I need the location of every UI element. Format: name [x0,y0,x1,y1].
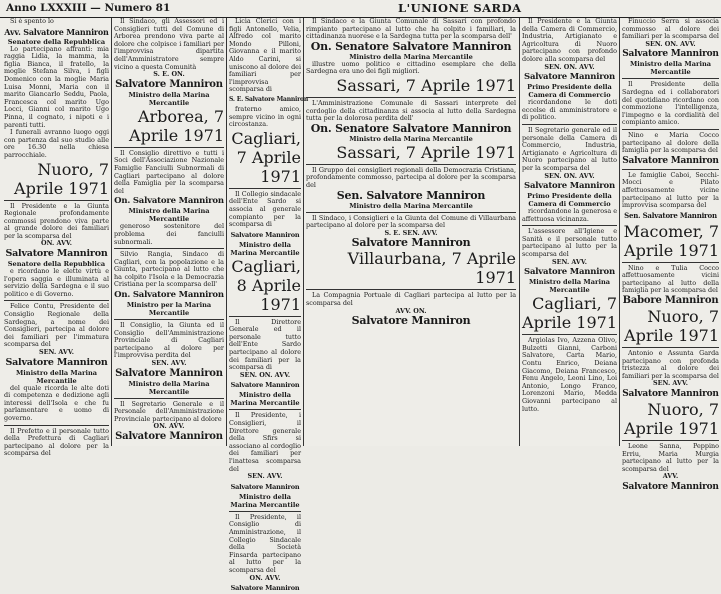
deceased-name: Salvatore Manniron [622,155,719,166]
place-date: Cagliari, 8 Aprile 1971 [231,256,301,314]
notice-divider [229,316,301,317]
deceased-name: Salvatore Manniron [230,584,300,593]
column-3 [229,17,309,593]
notice-text: Licia Clerici con i figli Antonello, Velia, Alfredo col marito Mondo Pilloni, Giovanna e il marito Aldo Carini, si uniscono al dolore dei familiari per l'improvvisa scomparsa di [229,17,301,94]
notice-divider [4,425,109,426]
deceased-title: Senatore della Repubblica [7,37,106,46]
place-date: Nuoro, 7 Aprile 1971 [14,159,109,198]
notice-text: e ricordano le elette virtù e l'opera saggia e illuminata al servizio della Sardegna e il suo politico e di Governo. [4,267,109,298]
notice-divider [306,164,516,165]
honorific: S. E. ON. [153,70,185,79]
notice-divider [622,440,719,441]
notice-text: illustre uomo politico e cittadino esemplare che della Sardegna era uno dei figli migliori. [306,59,516,76]
notice-text: Finuccio Serra si associa commosso al dolore dei familiari per la scomparsa del [622,17,719,41]
notice-text: ricordandone la generosa e affettuosa vicinanza. [522,207,617,223]
notice-text: Il Sindaco e la Giunta Comunale di Sassari con profondo rimpianto partecipano al lutto che ha colpito i familiari, la cittadinanza nuorese e la Sardegna tutta per la scomparsa dell' [306,17,516,41]
notice-text: Il Prefetto e il personale tutto della Prefettura di Cagliari partecipano al dolore per la scomparsa del [4,426,109,458]
notice-divider [229,188,301,189]
deceased-name: Salvatore Manniron [524,181,615,192]
deceased-title: Ministro della Marina Mercantile [230,240,300,257]
deceased-name: Avv. Salvatore Manniron [4,26,109,37]
deceased-name: Babore Manniron [622,295,719,307]
honorific: SEN. AVV. [151,359,187,368]
notice-divider [114,248,224,249]
notice-text: Il Consiglio direttivo e tutti i Soci dell'Associazione Nazionale Famiglie Fanciulli Subnormali di Cagliari partecipano al dolore della Famiglia per la scomparsa del [114,148,224,195]
deceased-title: Ministro della Marina Mercantile [528,278,611,295]
notice-divider [622,78,719,79]
deceased-title: Ministro della Marina Mercantile [15,368,98,385]
notice-text: Il Gruppo dei consiglieri regionali della Democrazia Cristiana, profondamente commosso, partecipa al dolore per la scomparsa del [306,165,516,189]
notice-text: L'Amministrazione Comunale di Sassari interprete del cordoglio della cittadinanza si associa al lutto della Sardegna tutta per la dolorosa perdita dell' [306,98,516,123]
place-date: Cagliari, 7 Aprile 1971 [522,294,617,333]
notice-divider [622,129,719,130]
honorific: AVV. [662,472,679,481]
deceased-name: On. Salvatore Manniron [114,290,224,301]
deceased-name: On. Salvatore Manniron [114,196,224,207]
deceased-title: Senatore della Repubblica [7,260,106,269]
place-date: Cagliari, 7 Aprile 1971 [231,128,301,186]
honorific: SEN. ON. AVV. [239,370,291,379]
notice-text: L'assessore all'Igiene e Sanità e il personale tutto partecipano al lutto per la scomparsa del [522,227,617,259]
deceased-name: Salvatore Manniron [230,482,300,491]
column-1 [4,17,109,458]
notice-text: fraterno amico, sempre vicino in ogni circostanza. [229,104,301,129]
deceased-title: Ministro della Marina Mercantile [230,391,300,408]
honorific: SEN. AVV. [552,257,587,266]
honorific: SEN. AVV. [653,379,688,388]
notice-text: Il Presidente e la Giunta Regionale profondamente commossi prendono viva parte al grande dolore dei familiari per la scomparsa del [4,201,109,240]
honorific: SEN. AVV. [39,348,74,356]
issue-number: Anno LXXXIII — Numero 81 [6,2,171,14]
notice-text: Il Direttore Generale ed il personale tutto dell'Ente Sardo partecipano al dolore dei familiari per la scomparsa di [229,317,301,372]
notice-text: Il Collegio sindacale dell'Ente Sardo si associa al generale compianto per la scomparsa di [229,189,301,229]
notice-text: Il Sindaco, gli Assessori ed i Consiglieri tutti del Comune di Arborea prendono viva parte al dolore che colpisce i familiari per l'improvvisa dipartita dell'Amministratore sempre vicino a questa Comunità [114,17,224,71]
deceased-name: Sen. Salvatore Manniron [336,188,486,202]
deceased-name: Sen. Salvatore Manniron [624,210,717,220]
notice-divider [114,398,224,399]
deceased-name: On. Senatore Salvatore Manniron [310,39,512,53]
deceased-name: Salvatore Manniron [230,230,300,239]
place-date: Villaurbana, 7 Aprile 1971 [347,249,516,288]
honorific: SEN. ON. AVV. [645,39,696,48]
notice-text: Il Presidente e la Giunta della Camera di Commercio, Industria, Artigianato e Agricoltura di Nuoro partecipano con profondo dolore alla scomparsa del [522,17,617,63]
columns [0,17,721,593]
deceased-title: Primo Presidente della Camera di Commercio [527,83,612,100]
notice-text: generoso sostenitore del problema dei fanciulli subnormali. [114,222,224,246]
place-date: Nuoro, 7 Aprile 1971 [624,400,719,439]
deceased-title: Ministro della Marina Mercantile [349,134,473,143]
deceased-name: Salvatore Manniron [622,389,719,400]
notice-text: Leone Sanna, Peppino Erriu, Maria Murgia partecipano al lutto per la scomparsa del [622,442,719,473]
notice-text: La Compagnia Portuale di Cagliari partecipa al lutto per la scomparsa del [306,291,516,307]
notice-text: Il Segretario Generale e il Personale dell'Amministrazione Provinciale partecipano al dolore [114,399,224,423]
deceased-name: Salvatore Manniron [230,381,300,390]
honorific: SEN. AVV. [247,472,283,481]
place-date: Sassari, 7 Aprile 1971 [336,142,516,162]
deceased-title: Primo Presidente della Camera di Commercio [527,192,612,209]
notice-divider [522,225,617,226]
notice-divider [306,212,516,213]
notice-divider [4,300,109,301]
newspaper-title: L'UNIONE SARDA [398,1,522,15]
deceased-name: Salvatore Manniron [622,482,719,492]
honorific: ON. AVV. [41,239,72,248]
notice-divider [306,289,516,290]
notice-divider [4,200,109,201]
deceased-name: Salvatore Manniron [115,431,223,442]
deceased-title: Ministro per la Marina Mercantile [126,301,212,318]
column-2 [114,18,224,446]
notice-text: Antonio e Assunta Garda partecipano con profonda tristezza al dolore dei familiari per la scomparsa del [622,349,719,380]
notice-divider [522,334,617,335]
honorific: SEN. ON. AVV. [544,171,595,180]
notice-text: Nino e Tulia Cocco affettuosamente vicini partecipano al lutto della famiglia per la scomparsa del [622,263,719,295]
honorific: AVV. ON. [395,306,427,315]
honorific: SEN. ON. AVV. [544,62,595,71]
notice-text: Il Segretario generale ed il personale della Camera di Commercio, Industria, Artigianato e Agricoltura di Nuoro partecipano al lutto per la scomparsa del [522,125,617,172]
notice-text: Felice Contu, Presidente del Consiglio Regionale della Sardegna, a nome dei Consiglieri, partecipa al dolore dei familiari per l'immatura scomparsa del [4,302,109,349]
notice-divider [622,169,719,170]
notice-divider [306,97,516,98]
deceased-name: Salvatore Manniron [115,78,223,90]
notice-text: Si è spento lo [10,17,54,25]
honorific: ON. AVV. [153,422,185,431]
deceased-name: Salvatore Manniron [5,248,108,260]
notice-text: Il Presidente, i Consiglieri, il Direttore generale della Sfirs si associano al cordoglio dei familiari per l'inattesa scomparsa del [229,411,301,473]
deceased-title: Ministro della Marina Mercantile [128,90,210,107]
notice-text: Il Presidente, il Consiglio di Amministrazione, il Collegio Sindacale della Società Finsarda partecipano al lutto per la scomparsa del [229,512,301,574]
notice-text: Lo partecipano affranti: mia raggia Lidia, la mamma, la figlia Bianca, il fratello, la moglie Stefana Silva, i figli Domenico con la moglie Maria Luisa Monni, Maria con il marito Giancarlo Seddu, Paola, Francesca col marito Ugo Locci, Gianni col marito Ugo Pinna, il cognato, i nipoti e i parenti tutti. [4,44,109,129]
place-date: Nuoro, 7 Aprile 1971 [624,307,719,346]
notice-divider [522,124,617,125]
deceased-title: Ministro della Marina Mercantile [230,492,300,509]
place-date: Macomer, 7 Aprile 1971 [623,221,719,260]
deceased-name: Salvatore Manniron [524,267,615,278]
notice-divider [229,511,301,512]
deceased-name: Salvatore Manniron [5,356,108,368]
notice-divider [114,147,224,148]
notice-text: Il Consiglio, la Giunta ed il Consiglio dell'Amministrazione Provinciale di Cagliari partecipano al dolore per l'improvvisa perdita del [114,321,224,360]
notice-text: Silvio Rangia, Sindaco di Cagliari, con la popolazione e la Giunta, partecipano al lutto che ha colpito l'Isola e la Democrazia Cristiana per la scomparsa dell' [114,250,224,289]
column-6 [622,17,719,492]
notice-text: ricordandone le doti eccelse di amministratore e di politico. [522,98,617,122]
notice-divider [622,347,719,348]
column-4 [306,18,516,446]
notice-divider [114,319,224,320]
deceased-title: Ministro della Marina Mercantile [349,52,473,61]
notice-text: Il Presidente della Sardegna ed i collaboratori del quotidiano ricordano con commozione l'intelligenza, l'impegno e la cordialità del compianto amico. [622,80,719,127]
masthead [0,0,721,18]
deceased-name: Salvatore Manniron [351,314,471,328]
notice-divider [229,409,301,410]
notice-text: Nino e Maria Cocco partecipano al dolore della famiglia per la scomparsa del [622,130,719,155]
deceased-name: Salvatore Manniron [622,49,719,60]
notice-divider [622,262,719,263]
column-5 [522,18,617,446]
notice-text: del quale ricorda le alte doti di competenza e dedizione agli interessi dell'Isola e che fu parlamentare e uomo di governo. [4,383,109,422]
notice-text: Il Sindaco, i Consiglieri e la Giunta del Comune di Villaurbana partecipano al dolore per la scomparsa del [306,213,516,230]
notice-text: I funerali avranno luogo oggi con partenza dal suo studio alle ore 16.30 nella chiesa parrocchiale. [4,128,109,159]
place-date: Sassari, 7 Aprile 1971 [336,75,516,95]
deceased-name: Salvatore Manniron [524,72,615,83]
honorific: ON. AVV. [249,573,281,582]
deceased-title: Ministro della Marina Mercantile [629,60,712,77]
place-date: Arborea, 7 Aprile 1971 [129,106,224,145]
notice-text: Le famiglie Caboi, Secchi-Mocci e Pilato affettuosamente vicine partecipano al lutto per la improvvisa scomparsa del [622,170,719,210]
deceased-name: Salvatore Manniron [115,367,223,379]
honorific: S. E. SEN. AVV. [384,228,438,237]
deceased-title: Ministro della Marina Mercantile [128,207,210,224]
deceased-name: On. Senatore Salvatore Manniron [310,121,512,135]
deceased-name: S. E. Salvatore Manniron [229,95,309,103]
notice-text: Argiolas Ivo, Azzena Olivo, Bulzetti Gianni, Carboni Salvatore, Carta Mario, Contu Enrico, Deiana Giacomo, Deiana Francesco, Fenu Angelo, Leoni Lino, Loi Antonio, Longo Franco, Lorenzoni Mario, Medda Giovanni partecipano al lutto. [522,336,617,413]
deceased-title: Ministro della Marina Mercantile [128,379,210,396]
deceased-title: Ministro della Marina Mercantile [349,201,473,210]
deceased-name: Salvatore Manniron [351,236,471,250]
